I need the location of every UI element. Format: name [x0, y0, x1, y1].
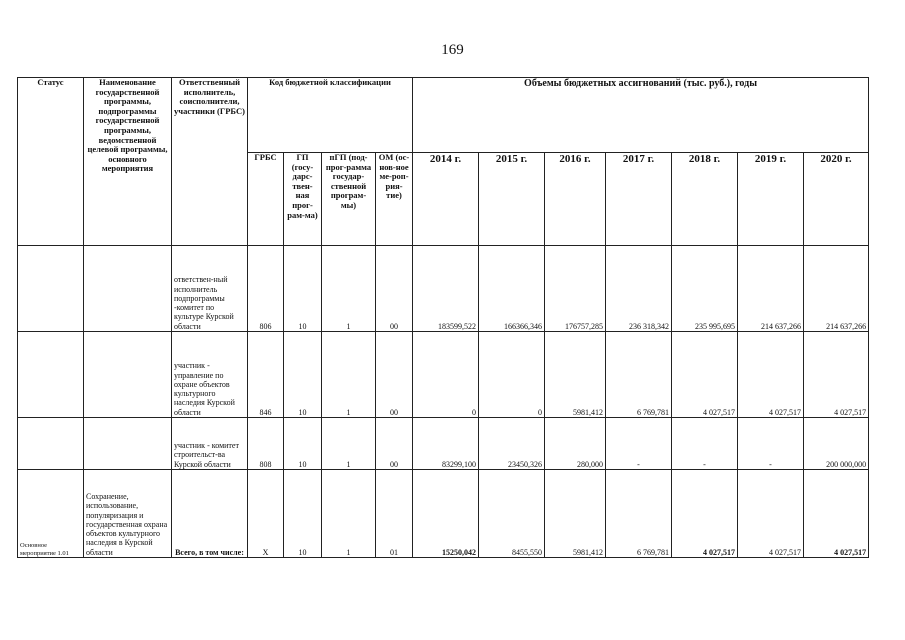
cell-value: 176757,285 [545, 246, 606, 332]
cell-name: Сохранение, использование, популяризация и государственная охрана объектов культурного наследия в Курской области [84, 470, 172, 558]
cell-pgp: 1 [322, 418, 376, 470]
header-grbs: ГРБС [248, 153, 284, 246]
cell-value: 4 027,517 [738, 470, 804, 558]
cell-status [18, 418, 84, 470]
cell-gp: 10 [284, 332, 322, 418]
cell-value: 6 769,781 [606, 470, 672, 558]
header-year: 2015 г. [479, 153, 545, 246]
cell-value: 83299,100 [413, 418, 479, 470]
cell-value: - [606, 418, 672, 470]
header-gp: ГП (госу-дарс-твен-ная прог-рам-ма) [284, 153, 322, 246]
cell-name [84, 418, 172, 470]
header-year: 2016 г. [545, 153, 606, 246]
cell-value: 4 027,517 [672, 470, 738, 558]
header-year: 2019 г. [738, 153, 804, 246]
header-year: 2014 г. [413, 153, 479, 246]
page-number: 169 [441, 42, 464, 58]
header-year: 2020 г. [804, 153, 869, 246]
header-om: ОМ (ос-нов-ное ме-роп-рия-тие) [376, 153, 413, 246]
table-row [18, 418, 869, 470]
table-row [18, 332, 869, 418]
cell-value: 0 [479, 332, 545, 418]
cell-grbs: 806 [248, 246, 284, 332]
table-row [18, 470, 869, 558]
cell-status [18, 332, 84, 418]
cell-executor: Всего, в том числе: [172, 470, 248, 558]
cell-value: - [672, 418, 738, 470]
cell-pgp: 1 [322, 246, 376, 332]
cell-value: 15250,042 [413, 470, 479, 558]
cell-name [84, 332, 172, 418]
cell-value: 214 637,266 [738, 246, 804, 332]
cell-value: 183599,522 [413, 246, 479, 332]
cell-om: 00 [376, 418, 413, 470]
table-row [18, 246, 869, 332]
header-name: Наименование государственной программы, подпрограммы государственной программы, ведомственной целевой программы, основного мероприятия [84, 78, 172, 246]
cell-executor: участник - управление по охране объектов культурного наследия Курской области [172, 332, 248, 418]
cell-gp: 10 [284, 470, 322, 558]
cell-grbs: 846 [248, 332, 284, 418]
cell-executor: участник - комитет строительст-ва Курской области [172, 418, 248, 470]
cell-om: 00 [376, 332, 413, 418]
cell-gp: 10 [284, 418, 322, 470]
cell-om: 01 [376, 470, 413, 558]
header-year: 2018 г. [672, 153, 738, 246]
header-year: 2017 г. [606, 153, 672, 246]
cell-value: - [738, 418, 804, 470]
cell-value: 0 [413, 332, 479, 418]
cell-status [18, 246, 84, 332]
cell-name [84, 246, 172, 332]
cell-grbs: X [248, 470, 284, 558]
cell-value: 4 027,517 [738, 332, 804, 418]
budget-table [17, 77, 869, 558]
cell-status: Основное мероприятие 1.01 [18, 470, 84, 558]
cell-value: 4 027,517 [804, 332, 869, 418]
header-budget-code: Код бюджетной классификации [248, 78, 413, 153]
cell-value: 8455,550 [479, 470, 545, 558]
cell-value: 6 769,781 [606, 332, 672, 418]
cell-gp: 10 [284, 246, 322, 332]
header-executor: Ответственный исполнитель, соисполнители, участники (ГРБС) [172, 78, 248, 246]
cell-value: 5981,412 [545, 332, 606, 418]
header-pgp: пГП (под-прог-рамма государ-ственной програм-мы) [322, 153, 376, 246]
cell-value: 4 027,517 [672, 332, 738, 418]
header-status: Статус [18, 78, 84, 246]
cell-value: 235 995,695 [672, 246, 738, 332]
cell-om: 00 [376, 246, 413, 332]
cell-value: 166366,346 [479, 246, 545, 332]
cell-executor: ответствен-ный исполнитель подпрограммы -комитет по культуре Курской области [172, 246, 248, 332]
cell-pgp: 1 [322, 470, 376, 558]
cell-value: 214 637,266 [804, 246, 869, 332]
cell-pgp: 1 [322, 332, 376, 418]
cell-value: 4 027,517 [804, 470, 869, 558]
cell-value: 23450,326 [479, 418, 545, 470]
cell-value: 200 000,000 [804, 418, 869, 470]
cell-grbs: 808 [248, 418, 284, 470]
cell-value: 5981,412 [545, 470, 606, 558]
cell-value: 280,000 [545, 418, 606, 470]
header-volumes: Объемы бюджетных ассигнований (тыс. руб.), годы [413, 78, 869, 153]
cell-value: 236 318,342 [606, 246, 672, 332]
